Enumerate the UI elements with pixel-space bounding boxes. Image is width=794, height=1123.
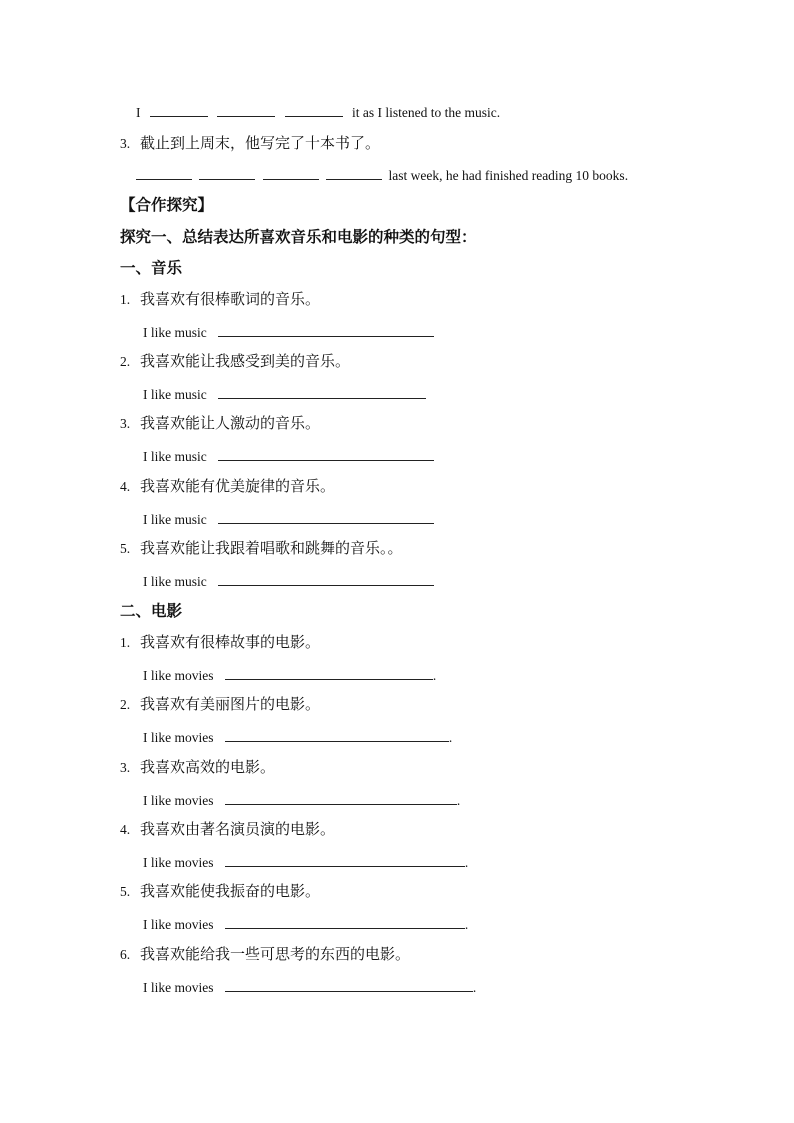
answer-blank[interactable] — [285, 102, 343, 117]
question-number: 4. — [120, 822, 131, 837]
question-number: 1. — [120, 292, 131, 307]
answer-prefix: I like music — [143, 574, 207, 589]
music-item-4 — [120, 477, 335, 497]
question-number: 3. — [120, 136, 131, 151]
question-text: 我喜欢由著名演员演的电影。 — [140, 822, 336, 838]
answer-blank[interactable] — [263, 165, 319, 180]
answer-blank[interactable] — [225, 852, 465, 867]
answer-blank[interactable] — [326, 165, 382, 180]
answer-blank[interactable] — [218, 446, 434, 461]
answer-blank[interactable] — [225, 727, 449, 742]
question-text: 我喜欢能使我振奋的电影。 — [140, 884, 321, 900]
music-answer-3 — [143, 446, 434, 467]
question-number: 2. — [120, 697, 131, 712]
music-item-5 — [120, 539, 403, 559]
answer-prefix: I like music — [143, 325, 207, 340]
answer-prefix: I like movies — [143, 668, 214, 683]
question-text: 我喜欢能有优美旋律的音乐。 — [140, 479, 336, 495]
question-number: 2. — [120, 354, 131, 369]
answer-blank[interactable] — [225, 977, 473, 992]
answer-blank[interactable] — [150, 102, 208, 117]
end-punct: . — [472, 980, 477, 995]
answer-prefix: I like music — [143, 449, 207, 464]
movie-item-3 — [120, 758, 275, 778]
section-title: 【合作探究】 — [120, 197, 214, 214]
question-text: 我喜欢能给我一些可思考的东西的电影。 — [140, 947, 411, 963]
question-text: 截止到上周末，他写完了十本书了。 — [140, 136, 381, 152]
answer-blank[interactable] — [225, 790, 457, 805]
movie-answer-1 — [143, 665, 436, 686]
movie-item-6 — [120, 945, 410, 965]
section-subtitle: 探究一、总结表达所喜欢音乐和电影的种类的句型： — [120, 229, 477, 246]
question-text: 我喜欢有很棒歌词的音乐。 — [140, 292, 321, 308]
movie-item-4 — [120, 820, 335, 840]
question-number: 4. — [120, 479, 131, 494]
answer-blank[interactable] — [218, 509, 434, 524]
music-item-2 — [120, 352, 350, 372]
answer-blank[interactable] — [218, 322, 434, 337]
answer-prefix: I like music — [143, 512, 207, 527]
question-text: 我喜欢有美丽图片的电影。 — [140, 697, 321, 713]
question-number: 6. — [120, 947, 131, 962]
music-item-3 — [120, 414, 320, 434]
movie-answer-6 — [143, 977, 476, 998]
question-number: 5. — [120, 884, 131, 899]
answer-line-3 — [136, 165, 628, 186]
music-answer-2 — [143, 384, 426, 405]
answer-prefix: I like movies — [143, 855, 214, 870]
answer-blank[interactable] — [217, 102, 275, 117]
answer-blank[interactable] — [218, 384, 426, 399]
movie-item-1 — [120, 633, 320, 653]
question-number: 1. — [120, 635, 131, 650]
answer-blank[interactable] — [136, 165, 192, 180]
question-text: 我喜欢能让人激动的音乐。 — [140, 416, 321, 432]
answer-prefix: I like movies — [143, 980, 214, 995]
end-punct: . — [464, 855, 469, 870]
question-text: 我喜欢有很棒故事的电影。 — [140, 635, 321, 651]
music-answer-5 — [143, 571, 434, 592]
line1-suffix: it as I listened to the music. — [352, 105, 501, 120]
answer-prefix: I like movies — [143, 917, 214, 932]
answer-prefix: I like movies — [143, 730, 214, 745]
end-punct: . — [448, 730, 453, 745]
answer-blank[interactable] — [218, 571, 434, 586]
question-3 — [120, 134, 380, 154]
movie-answer-4 — [143, 852, 468, 873]
answer-prefix: I like music — [143, 387, 207, 402]
movies-heading: 二、电影 — [120, 603, 183, 620]
blank-line-1 — [136, 102, 500, 123]
question-text: 我喜欢高效的电影。 — [140, 760, 276, 776]
question-text: 我喜欢能让我感受到美的音乐。 — [140, 354, 351, 370]
question-text: 我喜欢能让我跟着唱歌和跳舞的音乐。。 — [140, 541, 403, 557]
line1-prefix: I — [136, 105, 141, 120]
answer-suffix: last week, he had finished reading 10 books. — [388, 168, 629, 183]
movie-answer-5 — [143, 914, 468, 935]
end-punct: . — [432, 668, 437, 683]
answer-prefix: I like movies — [143, 793, 214, 808]
answer-blank[interactable] — [225, 914, 465, 929]
question-number: 3. — [120, 416, 131, 431]
answer-blank[interactable] — [199, 165, 255, 180]
music-heading: 一、音乐 — [120, 260, 183, 277]
end-punct: . — [456, 793, 461, 808]
question-number: 3. — [120, 760, 131, 775]
end-punct: . — [464, 917, 469, 932]
movie-item-2 — [120, 695, 320, 715]
movie-item-5 — [120, 882, 320, 902]
question-number: 5. — [120, 541, 131, 556]
music-answer-1 — [143, 322, 434, 343]
movie-answer-2 — [143, 727, 452, 748]
answer-blank[interactable] — [225, 665, 433, 680]
music-item-1 — [120, 290, 320, 310]
movie-answer-3 — [143, 790, 460, 811]
music-answer-4 — [143, 509, 434, 530]
